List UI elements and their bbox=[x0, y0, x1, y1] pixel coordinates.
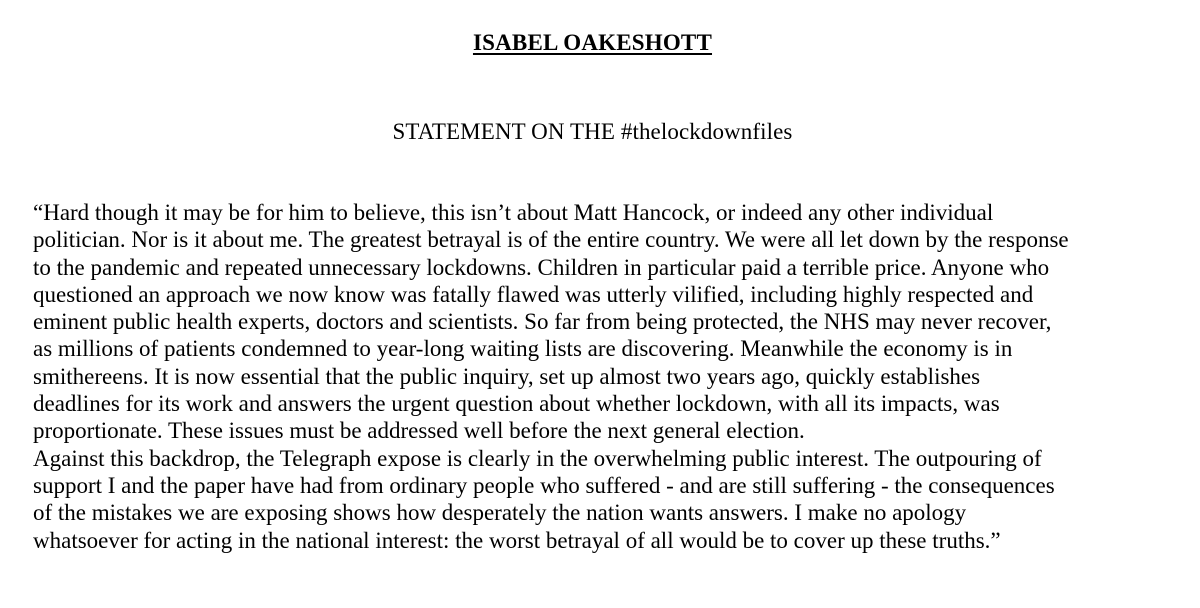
statement-line: eminent public health experts, doctors and scientists. So far from being protected, the NHS may never recover, bbox=[33, 309, 1052, 335]
statement-body bbox=[33, 199, 1183, 554]
statement-line: politician. Nor is it about me. The greatest betrayal is of the entire country. We were all let down by the response bbox=[33, 227, 1069, 253]
statement-line: proportionate. These issues must be addressed well before the next general election. bbox=[33, 418, 805, 444]
statement-subtitle: STATEMENT ON THE #thelockdownfiles bbox=[392, 119, 793, 144]
statement-line: smithereens. It is now essential that the public inquiry, set up almost two years ago, quickly establishes bbox=[33, 363, 981, 389]
statement-line: of the mistakes we are exposing shows how desperately the nation wants answers. I make no apology bbox=[33, 500, 967, 526]
statement-line: Against this backdrop, the Telegraph expose is clearly in the overwhelming public interest. The outpouring of bbox=[33, 445, 1042, 471]
statement-line: questioned an approach we now know was fatally flawed was utterly vilified, including highly respected and bbox=[33, 281, 1034, 307]
author-title: ISABEL OAKESHOTT bbox=[472, 30, 713, 55]
statement-line: support I and the paper have had from ordinary people who suffered - and are still suffering - the consequences bbox=[33, 472, 1055, 498]
statement-line: as millions of patients condemned to year-long waiting lists are discovering. Meanwhile the economy is in bbox=[33, 336, 1013, 362]
statement-line: to the pandemic and repeated unnecessary lockdowns. Children in particular paid a terrible price. Anyone who bbox=[33, 254, 1050, 280]
statement-line: whatsoever for acting in the national interest: the worst betrayal of all would be to cover up these truths.” bbox=[33, 527, 1001, 553]
statement-line: “Hard though it may be for him to believe, this isn’t about Matt Hancock, or indeed any other individual bbox=[33, 200, 994, 225]
statement-line: deadlines for its work and answers the urgent question about whether lockdown, with all its impacts, was bbox=[33, 391, 1000, 417]
